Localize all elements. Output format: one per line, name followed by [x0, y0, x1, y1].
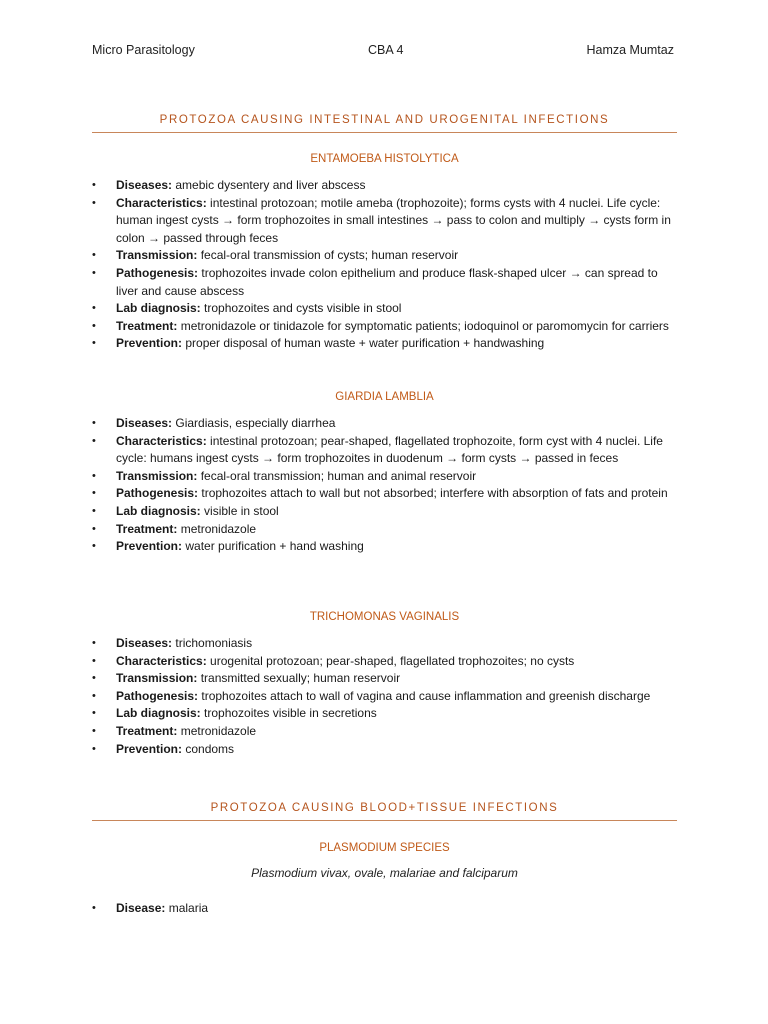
item-text: fecal-oral transmission; human and animal reservoir — [197, 468, 477, 483]
bullet-icon: • — [92, 707, 96, 720]
item-text: water purification + hand washing — [182, 539, 364, 554]
header-center: CBA 4 — [368, 43, 404, 57]
list-item — [92, 177, 677, 195]
item-text: visible in stool — [200, 503, 279, 518]
item-label: Lab diagnosis: — [116, 706, 201, 721]
section-title: PROTOZOA CAUSING INTESTINAL AND UROGENITAL INFECTIONS — [159, 114, 610, 126]
bullet-icon: • — [92, 196, 96, 209]
bullet-icon: • — [92, 742, 96, 755]
item-text: amebic dysentery and liver abscess — [172, 178, 366, 192]
organism-list — [92, 177, 677, 353]
list-item — [92, 900, 677, 918]
list-item — [92, 265, 677, 300]
organism-title: TRICHOMONAS VAGINALIS — [309, 611, 460, 623]
item-label: Lab diagnosis: — [116, 503, 201, 518]
item-text: proper disposal of human waste + water purification + handwashing — [182, 336, 545, 351]
item-text: trophozoites invade colon epithelium and produce flask-shaped ulcer → can spread to liver and cause abscess — [116, 265, 658, 298]
bullet-icon: • — [92, 902, 96, 914]
species-subtitle: Plasmodium vivax, ovale, malariae and falciparum — [251, 866, 518, 880]
list-item — [92, 670, 677, 688]
bullet-icon: • — [92, 637, 96, 649]
item-text: intestinal protozoan; motile ameba (trophozoite); forms cysts with 4 nuclei. Life cycle: human ingest cysts → form trophozoites in small intestines → pass to colon and multiply → cysts form in colon → passed through feces — [116, 195, 671, 245]
list-item — [92, 635, 677, 653]
bullet-icon: • — [92, 266, 96, 279]
item-label: Characteristics: — [116, 195, 207, 210]
item-label: Characteristics: — [116, 433, 207, 448]
item-text: trophozoites and cysts visible in stool — [200, 301, 402, 316]
item-label: Prevention: — [116, 336, 183, 351]
list-item — [92, 433, 677, 468]
item-label: Treatment: — [116, 521, 178, 536]
organism-list — [92, 900, 677, 918]
list-item — [92, 468, 677, 486]
item-text: Giardiasis, especially diarrhea — [172, 416, 336, 430]
item-text: malaria — [165, 901, 209, 915]
item-text: metronidazole — [177, 521, 257, 536]
item-text: trophozoites attach to wall of vagina and cause inflammation and greenish discharge — [198, 688, 651, 703]
organism-title: GIARDIA LAMBLIA — [335, 391, 434, 403]
list-item — [92, 300, 677, 318]
list-item — [92, 723, 677, 741]
header-right: Hamza Mumtaz — [586, 43, 674, 57]
list-item — [92, 318, 677, 336]
section-divider — [92, 132, 677, 133]
bullet-icon: • — [92, 724, 96, 737]
item-label: Diseases: — [116, 636, 173, 650]
bullet-icon: • — [92, 302, 96, 315]
item-text: trophozoites visible in secretions — [200, 706, 377, 721]
item-label: Pathogenesis: — [116, 265, 199, 280]
item-label: Disease: — [116, 901, 166, 915]
header-left: Micro Parasitology — [92, 43, 195, 57]
item-text: metronidazole or tinidazole for symptomatic patients; iodoquinol or paromomycin for carriers — [177, 318, 669, 333]
bullet-icon: • — [92, 179, 96, 191]
item-text: fecal-oral transmission of cysts; human reservoir — [197, 248, 459, 263]
bullet-icon: • — [92, 540, 96, 553]
list-item — [92, 521, 677, 539]
item-text: trichomoniasis — [172, 636, 253, 650]
bullet-icon: • — [92, 689, 96, 702]
bullet-icon: • — [92, 434, 96, 447]
item-text: condoms — [182, 741, 235, 756]
item-label: Transmission: — [116, 248, 198, 263]
item-label: Prevention: — [116, 741, 183, 756]
bullet-icon: • — [92, 522, 96, 535]
item-text: trophozoites attach to wall but not absorbed; interfere with absorption of fats and protein — [198, 486, 668, 501]
bullet-icon: • — [92, 672, 96, 685]
bullet-icon: • — [92, 504, 96, 517]
list-item — [92, 485, 677, 503]
item-label: Treatment: — [116, 318, 178, 333]
list-item — [92, 688, 677, 706]
list-item — [92, 538, 677, 556]
list-item — [92, 503, 677, 521]
section-title: PROTOZOA CAUSING BLOOD+TISSUE INFECTIONS — [210, 802, 559, 814]
organism-title: PLASMODIUM SPECIES — [319, 842, 450, 854]
item-text: intestinal protozoan; pear-shaped, flagellated trophozoite, form cyst with 4 nuclei. Life cycle: humans ingest cysts → form trophozoites in duodenum → form cysts → passed in feces — [116, 433, 663, 466]
bullet-icon: • — [92, 249, 96, 262]
organism-list — [92, 415, 677, 556]
item-label: Transmission: — [116, 468, 198, 483]
section-divider — [92, 820, 677, 821]
item-label: Treatment: — [116, 723, 178, 738]
item-label: Diseases: — [116, 416, 173, 430]
bullet-icon: • — [92, 319, 96, 332]
item-text: transmitted sexually; human reservoir — [197, 671, 401, 686]
list-item — [92, 741, 677, 759]
item-label: Characteristics: — [116, 653, 207, 668]
item-label: Pathogenesis: — [116, 688, 199, 703]
bullet-icon: • — [92, 469, 96, 482]
bullet-icon: • — [92, 417, 96, 429]
list-item — [92, 335, 677, 353]
item-text: urogenital protozoan; pear-shaped, flagellated trophozoites; no cysts — [206, 653, 575, 668]
list-item — [92, 195, 677, 248]
list-item — [92, 653, 677, 671]
item-label: Lab diagnosis: — [116, 301, 201, 316]
bullet-icon: • — [92, 654, 96, 667]
list-item — [92, 705, 677, 723]
bullet-icon: • — [92, 487, 96, 500]
item-label: Transmission: — [116, 671, 198, 686]
item-label: Prevention: — [116, 539, 183, 554]
item-label: Diseases: — [116, 178, 173, 192]
list-item — [92, 415, 677, 433]
organism-title: ENTAMOEBA HISTOLYTICA — [310, 153, 459, 165]
item-text: metronidazole — [177, 723, 257, 738]
bullet-icon: • — [92, 337, 96, 350]
organism-list — [92, 635, 677, 758]
item-label: Pathogenesis: — [116, 486, 199, 501]
list-item — [92, 247, 677, 265]
